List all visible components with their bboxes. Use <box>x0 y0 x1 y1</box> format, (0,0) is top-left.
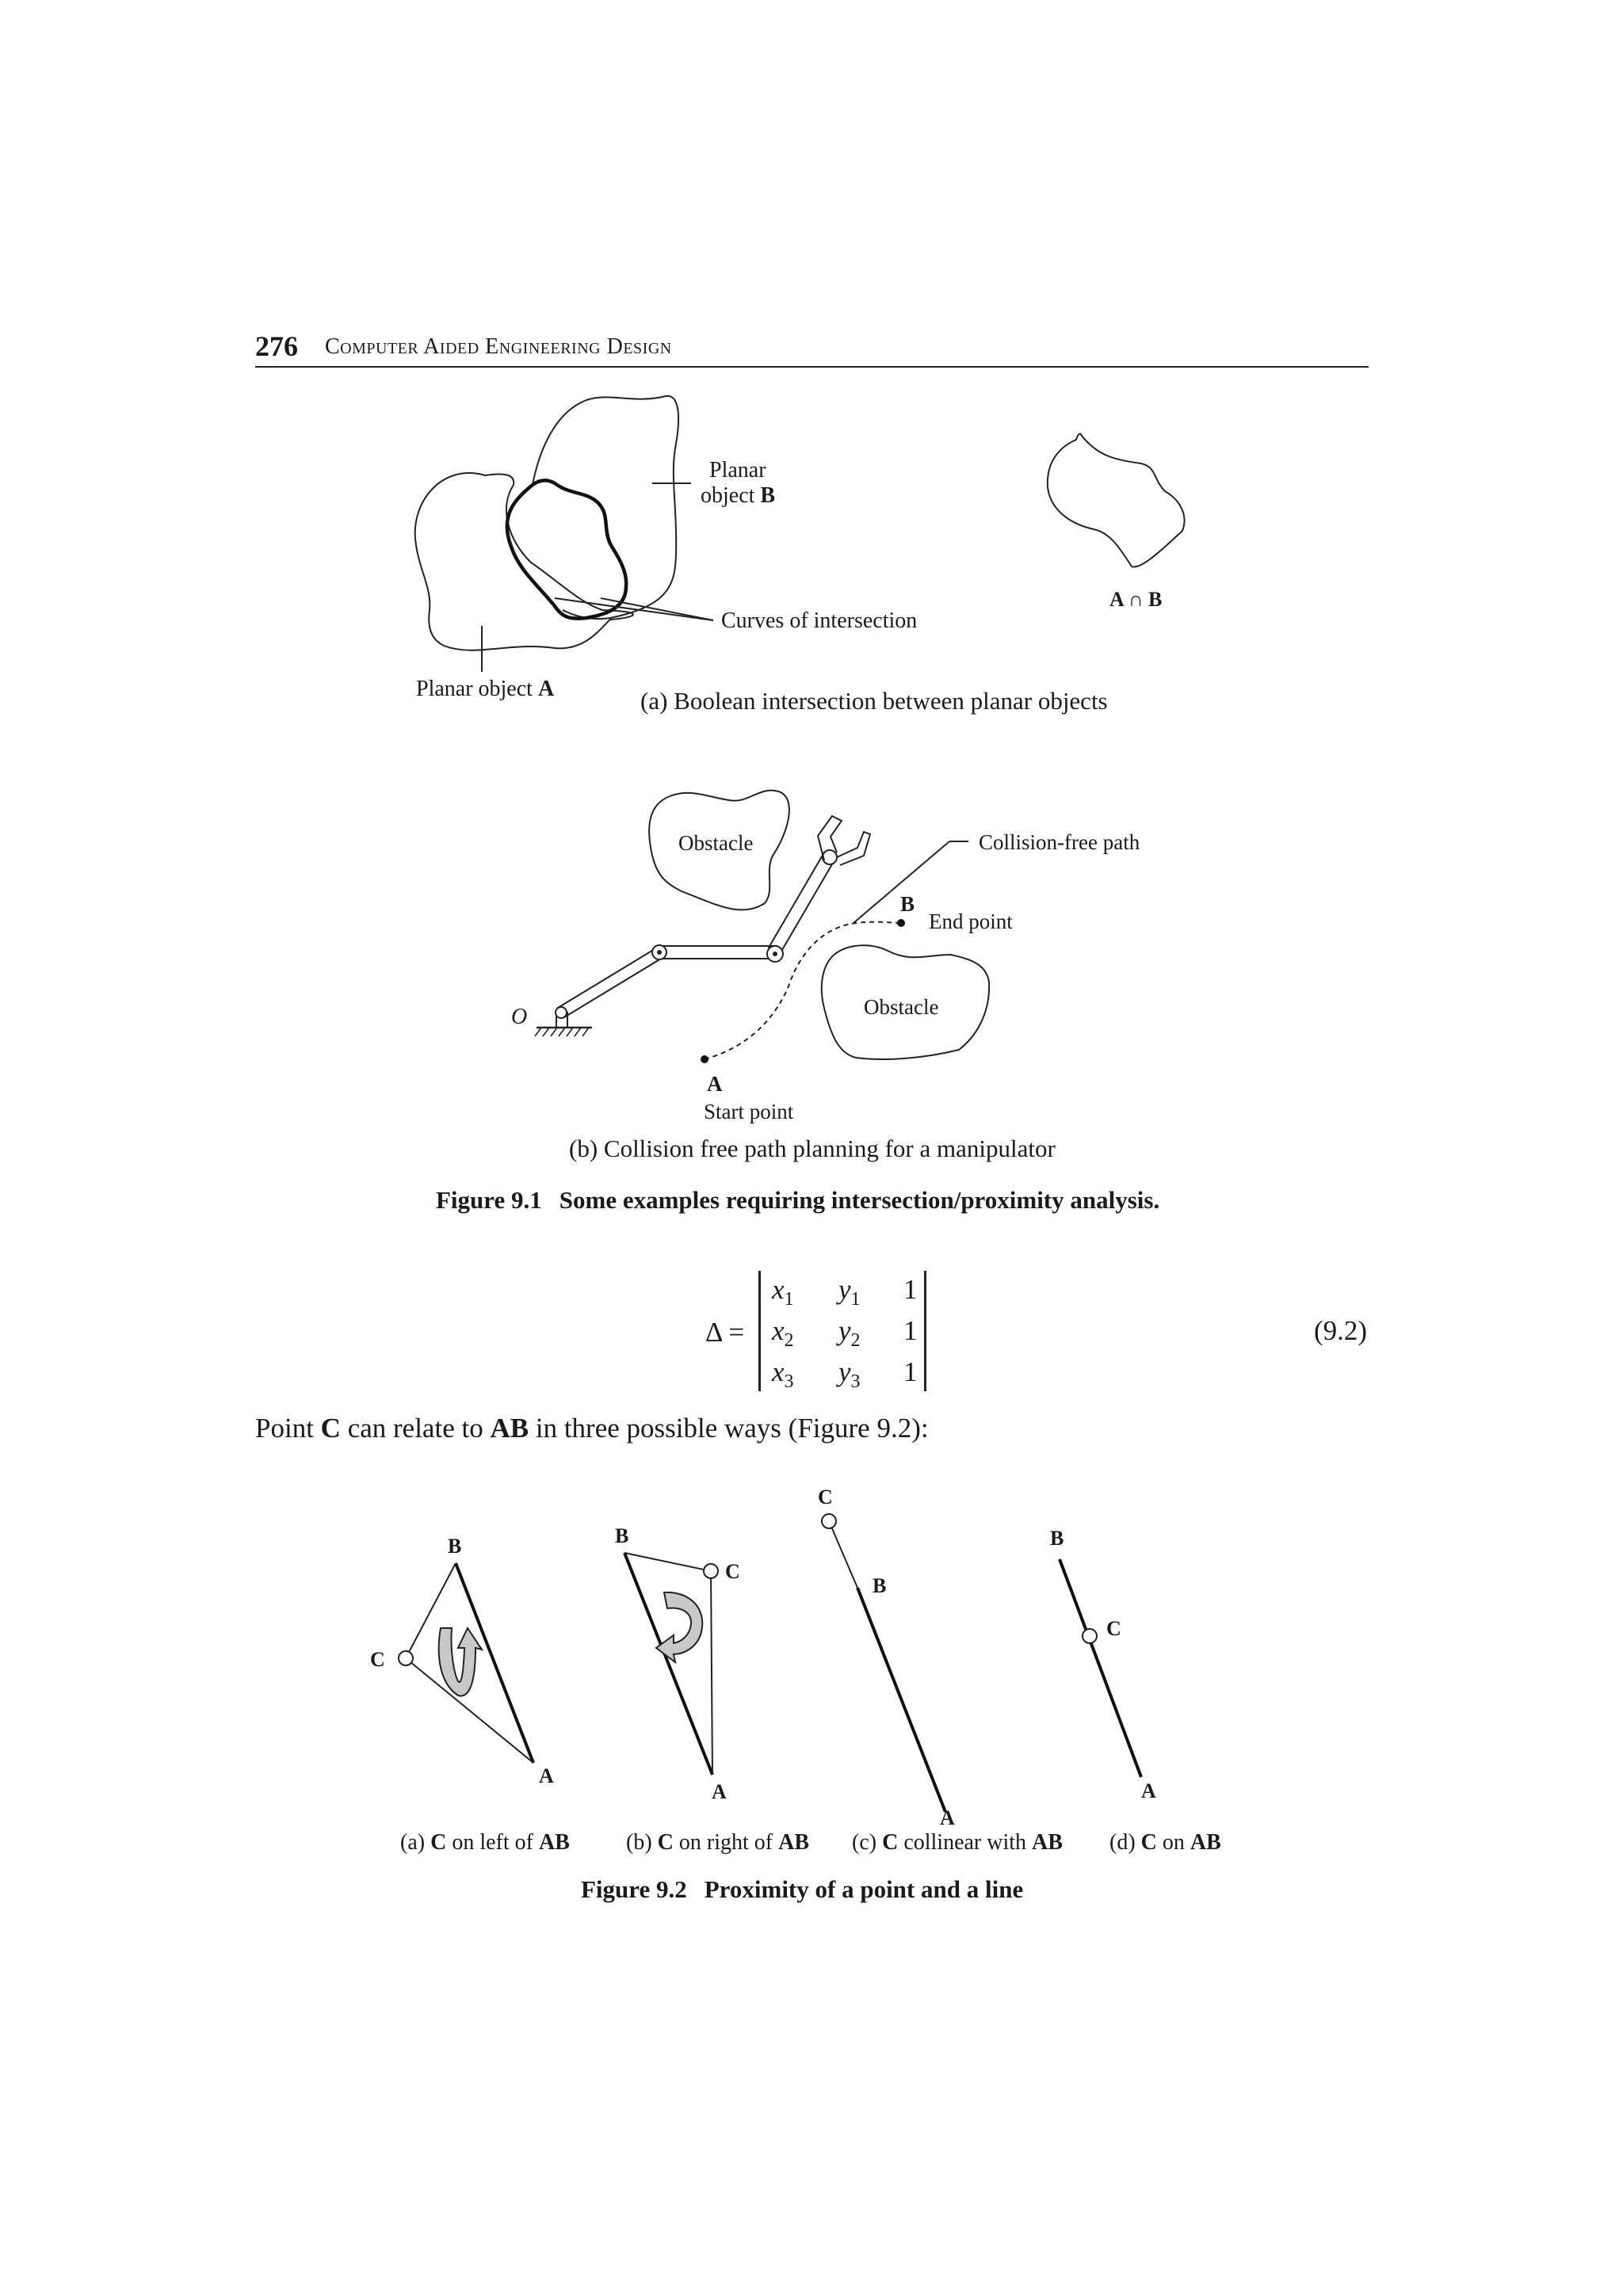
svg-text:C: C <box>818 1486 833 1508</box>
caption-fig-9-2-d: (d) C on AB <box>1109 1830 1221 1855</box>
det-row-2-one: 1 <box>903 1315 918 1346</box>
label-collision-free-path: Collision-free path <box>979 830 1140 854</box>
caption-fig-9-1-b: (b) Collision free path planning for a manipulator <box>569 1135 1056 1162</box>
caption-fig-9-2-c: (c) C collinear with AB <box>852 1830 1063 1855</box>
label-end-point: End point <box>929 910 1013 933</box>
label-planar-b-line2: object B <box>701 483 776 508</box>
label-a-intersect-b: A ∩ B <box>1109 588 1163 611</box>
caption-fig-9-1-a: (a) Boolean intersection between planar objects <box>640 687 1108 715</box>
label-obstacle-1: Obstacle <box>678 831 754 855</box>
svg-text:B: B <box>873 1574 887 1597</box>
svg-text:C: C <box>1106 1617 1121 1640</box>
svg-text:B: B <box>448 1535 462 1558</box>
det-row-1-y: $y_1$ <box>838 1274 861 1310</box>
panel-d-c-on-ab <box>1050 1527 1156 1802</box>
panel-a-c-left-of-ab <box>370 1535 554 1787</box>
panel-b-c-right-of-ab <box>615 1524 740 1803</box>
counterclockwise-arrow-icon <box>439 1628 482 1696</box>
svg-text:A: A <box>940 1806 955 1829</box>
label-origin: O <box>511 1005 528 1029</box>
svg-text:C: C <box>370 1648 385 1671</box>
figure-9-1-caption: Figure 9.1 Some examples requiring intersection/proximity analysis. <box>436 1186 1160 1214</box>
equation-number: (9.2) <box>1314 1315 1368 1346</box>
body-paragraph: Point C can relate to AB in three possible ways (Figure 9.2): <box>255 1413 929 1444</box>
page-number: 276 <box>255 330 298 362</box>
caption-fig-9-2-a: (a) C on left of AB <box>400 1830 570 1855</box>
svg-text:B: B <box>1050 1527 1064 1550</box>
point-c-marker <box>1083 1629 1097 1643</box>
label-planar-a: Planar object A <box>416 677 555 701</box>
svg-text:A: A <box>712 1780 727 1803</box>
panel-c-c-collinear-with-ab <box>818 1486 955 1829</box>
point-c-marker <box>399 1651 413 1665</box>
det-row-3-one: 1 <box>903 1356 918 1387</box>
label-obstacle-2: Obstacle <box>864 995 939 1019</box>
figure-9-2-caption: Figure 9.2 Proximity of a point and a line <box>581 1875 1024 1903</box>
clockwise-arrow-icon <box>656 1592 702 1662</box>
label-point-b: B <box>900 892 915 916</box>
label-point-a: A <box>707 1072 723 1096</box>
running-title: Computer Aided Engineering Design <box>325 334 672 359</box>
label-start-point: Start point <box>704 1100 794 1123</box>
label-planar-b-line1: Planar <box>709 458 766 482</box>
point-c-marker <box>822 1514 836 1528</box>
det-row-1: $x_1$ <box>772 1274 794 1310</box>
caption-fig-9-2-b: (b) C on right of AB <box>626 1830 810 1855</box>
det-row-2-y: $y_2$ <box>838 1315 861 1351</box>
svg-text:B: B <box>615 1524 629 1547</box>
label-curves-of-intersection: Curves of intersection <box>721 608 918 633</box>
equation-lhs: Δ = <box>705 1317 745 1348</box>
point-c-marker <box>704 1564 718 1578</box>
det-row-1-one: 1 <box>903 1274 918 1305</box>
det-row-3: $x_3$ <box>772 1356 794 1392</box>
det-row-3-y: $y_3$ <box>838 1356 861 1392</box>
det-row-2: $x_2$ <box>772 1315 794 1351</box>
svg-text:A: A <box>539 1764 554 1787</box>
svg-text:A: A <box>1141 1779 1156 1802</box>
svg-text:C: C <box>725 1560 740 1583</box>
